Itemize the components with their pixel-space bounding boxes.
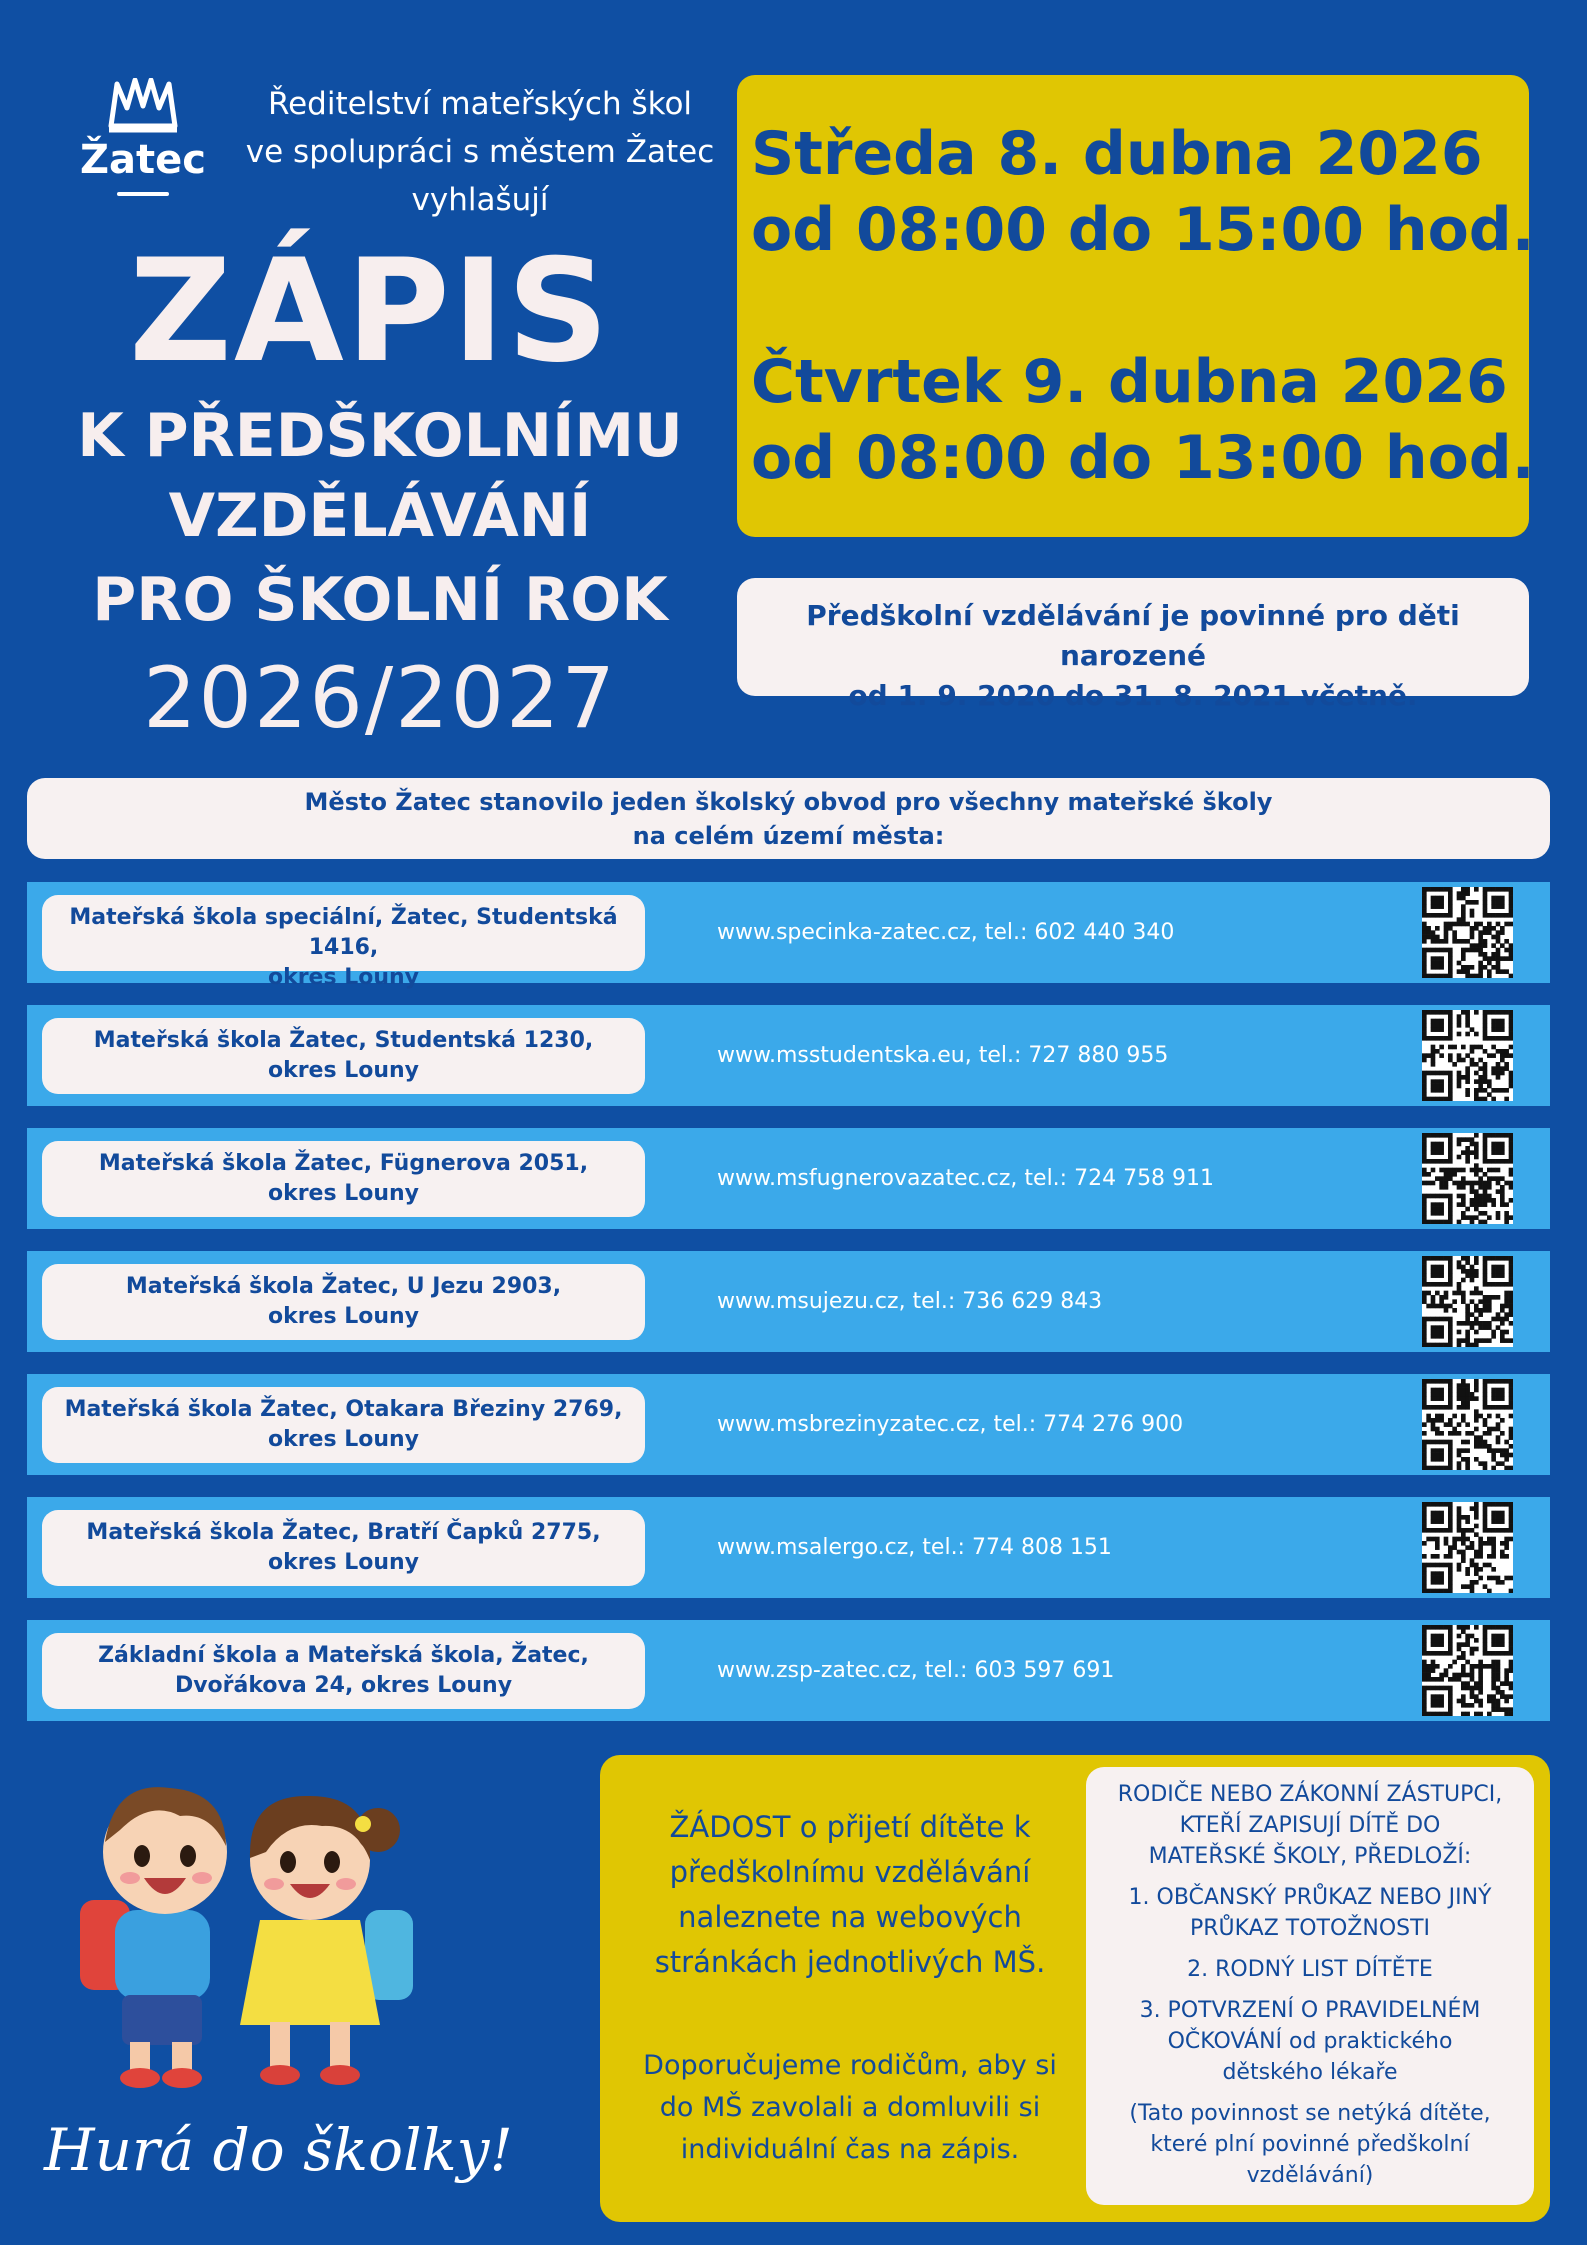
application-line: naleznete na webových (678, 1900, 1022, 1934)
logo-underline (117, 192, 169, 196)
qr-code-icon[interactable] (1422, 1010, 1513, 1101)
intro-text (240, 80, 720, 224)
school-name (42, 1264, 645, 1340)
page-title: ZÁPIS (128, 229, 612, 394)
intro-line: vyhlašují (411, 182, 549, 218)
school-name-line: Mateřská škola Žatec, Otakara Březiny 2769, (64, 1397, 623, 1422)
qr-code-icon[interactable] (1422, 887, 1513, 978)
school-name (42, 1510, 645, 1586)
qr-code-icon[interactable] (1422, 1502, 1513, 1593)
documents-footnote: (Tato povinnost se netýká dítěte, které plní povinné předškolní vzdělávání) (1129, 2101, 1491, 2188)
qr-code-icon[interactable] (1422, 1379, 1513, 1470)
mandatory-line: od 1. 9. 2020 do 31. 8. 2021 včetně. (848, 679, 1418, 712)
school-contact[interactable]: www.msbrezinyzatec.cz, tel.: 774 276 900 (717, 1412, 1184, 1437)
school-name (42, 1018, 645, 1094)
document-item: 3. POTVRZENÍ O PRAVIDELNÉM OČKOVÁNÍ od praktického dětského lékaře (1139, 1998, 1481, 2085)
school-name-line: okres Louny (267, 1304, 420, 1329)
school-contact[interactable]: www.msujezu.cz, tel.: 736 629 843 (717, 1289, 1103, 1314)
school-name-line: okres Louny (267, 1181, 420, 1206)
intro-line: Ředitelství mateřských škol (267, 86, 693, 122)
application-line: předškolnímu vzdělávání (669, 1855, 1031, 1889)
date-day-2: Čtvrtek 9. dubna 2026 (751, 347, 1508, 417)
kids-with-backpacks-illustration (60, 1760, 440, 2100)
district-line: Město Žatec stanovilo jeden školský obvod pro všechny mateřské školy (304, 788, 1273, 816)
school-name (42, 1387, 645, 1463)
district-line: na celém území města: (632, 822, 945, 850)
intro-line: ve spolupráci s městem Žatec (245, 134, 715, 170)
school-name (42, 1633, 645, 1709)
application-note (640, 1805, 1060, 1985)
school-contact[interactable]: www.zsp-zatec.cz, tel.: 603 597 691 (717, 1658, 1115, 1683)
school-year: 2026/2027 (143, 649, 617, 747)
school-contact[interactable]: www.msfugnerovazatec.cz, tel.: 724 758 911 (717, 1166, 1215, 1191)
school-row (27, 882, 1550, 990)
mandatory-note (737, 578, 1529, 712)
school-name-line: Dvořákova 24, okres Louny (174, 1673, 513, 1698)
info-box (600, 1755, 1550, 2222)
school-row (27, 1251, 1550, 1352)
subtitle-line: K PŘEDŠKOLNÍMU (77, 401, 683, 471)
school-contact[interactable]: www.specinka-zatec.cz, tel.: 602 440 340 (717, 920, 1175, 945)
school-name-line: okres Louny (267, 1550, 420, 1575)
school-name-line: okres Louny (267, 1058, 420, 1083)
school-row (27, 1374, 1550, 1475)
slogan: Hurá do školky! (44, 2116, 513, 2184)
subtitle-line: PRO ŠKOLNÍ ROK (92, 565, 668, 635)
qr-code-icon[interactable] (1422, 1256, 1513, 1347)
date-day-1: Středa 8. dubna 2026 (751, 119, 1483, 189)
school-row (27, 1005, 1550, 1106)
school-contact[interactable]: www.msstudentska.eu, tel.: 727 880 955 (717, 1043, 1169, 1068)
mandatory-line: Předškolní vzdělávání je povinné pro děti narozené (806, 599, 1460, 672)
logo-text: Žatec (80, 137, 206, 183)
required-documents-card (1086, 1767, 1534, 2205)
enrollment-dates-box (737, 75, 1535, 537)
school-name-line: Mateřská škola Žatec, Bratří Čapků 2775, (86, 1520, 601, 1545)
school-name-line: Mateřská škola Žatec, Fügnerova 2051, (98, 1151, 589, 1176)
recommendation-line: individuální čas na zápis. (680, 2134, 1020, 2165)
zatec-logo (78, 78, 208, 218)
application-line: stránkách jednotlivých MŠ. (654, 1945, 1046, 1979)
document-item: 1. OBČANSKÝ PRŮKAZ NEBO JINÝ PRŮKAZ TOTOŽNOSTI (1128, 1885, 1492, 1941)
school-contact[interactable]: www.msalergo.cz, tel.: 774 808 151 (717, 1535, 1112, 1560)
date-time-1: od 08:00 do 15:00 hod. (751, 195, 1535, 265)
document-item: 2. RODNÝ LIST DÍTĚTE (1187, 1957, 1433, 1982)
documents-heading: RODIČE NEBO ZÁKONNÍ ZÁSTUPCI, KTEŘÍ ZAPISUJÍ DÍTĚ DO MATEŘSKÉ ŠKOLY, PŘEDLOŽÍ: (1117, 1782, 1503, 1869)
qr-code-icon[interactable] (1422, 1133, 1513, 1224)
date-time-2: od 08:00 do 13:00 hod. (751, 423, 1535, 493)
school-name-line: Mateřská škola speciální, Žatec, Studentská 1416, (69, 905, 618, 960)
district-note (27, 778, 1550, 859)
recommendation-line: do MŠ zavolali a domluvili si (659, 2092, 1041, 2123)
school-name-line: okres Louny (267, 965, 420, 990)
crown-icon (103, 78, 183, 136)
school-row (27, 1497, 1550, 1598)
application-line: ŽÁDOST o přijetí dítěte k (669, 1810, 1031, 1844)
recommendation-note (640, 2045, 1060, 2171)
recommendation-line: Doporučujeme rodičům, aby si (643, 2050, 1057, 2081)
school-row (27, 1128, 1550, 1229)
school-name-line: Mateřská škola Žatec, Studentská 1230, (93, 1028, 594, 1053)
school-name (42, 895, 645, 990)
school-name-line: Základní škola a Mateřská škola, Žatec, (98, 1643, 589, 1668)
school-name-line: okres Louny (267, 1427, 420, 1452)
school-name (42, 1141, 645, 1217)
qr-code-icon[interactable] (1422, 1625, 1513, 1716)
subtitle-line: VZDĚLÁVÁNÍ (168, 481, 592, 551)
school-name-line: Mateřská škola Žatec, U Jezu 2903, (125, 1274, 562, 1299)
school-row (27, 1620, 1550, 1721)
